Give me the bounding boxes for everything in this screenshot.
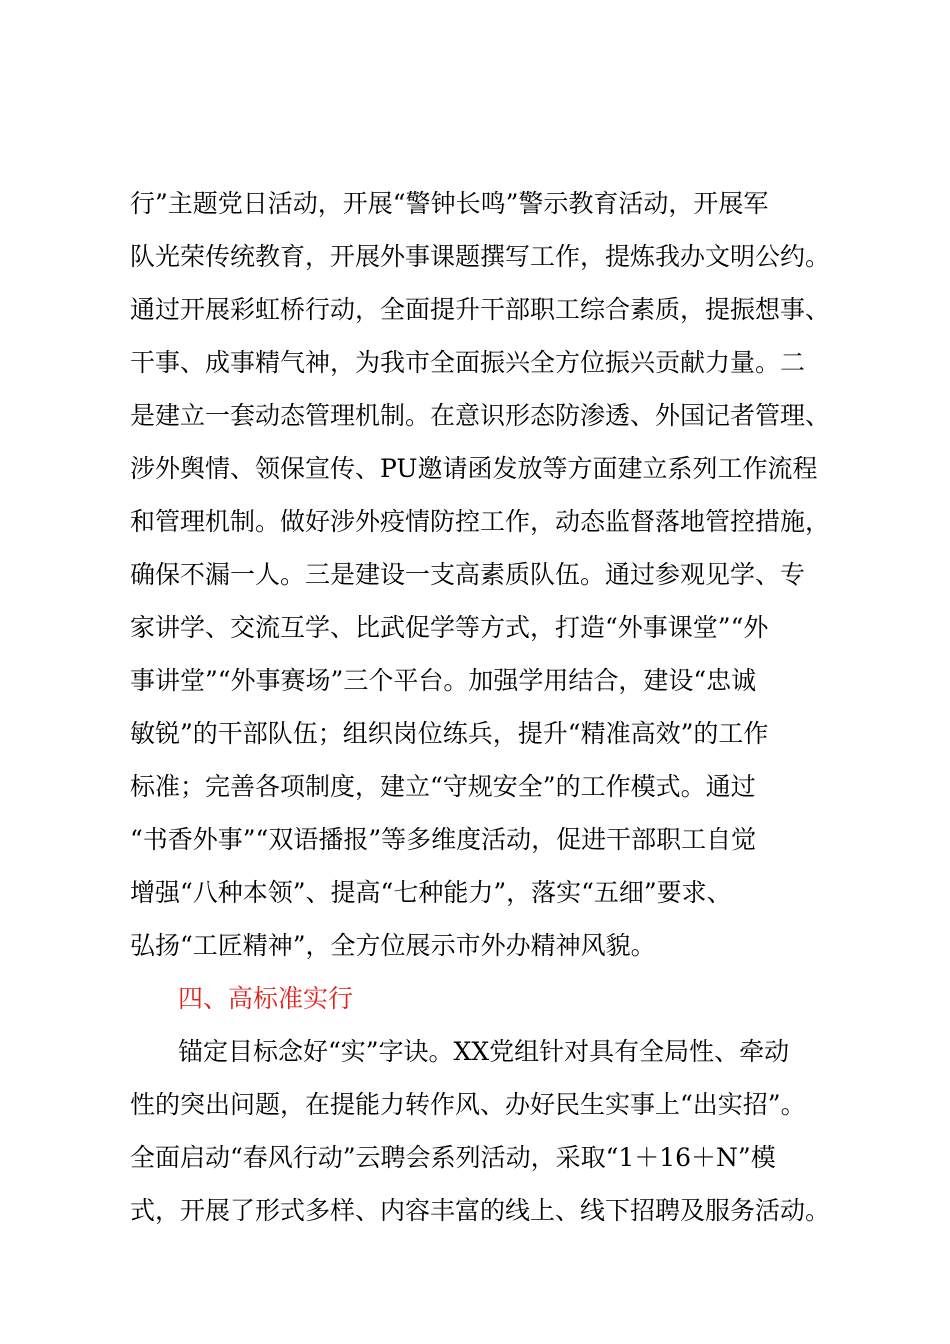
paragraph-line: 弘扬“工匠精神”，全方位展示市外办精神风貌。 <box>130 931 656 960</box>
paragraph-line: 通过开展彩虹桥行动，全面提升干部职工综合素质，提振想事、 <box>130 295 831 324</box>
section-heading: 四、高标准实行 <box>178 984 354 1013</box>
paragraph-line: 敏锐”的干部队伍；组织岗位练兵，提升“精准高效”的工作 <box>130 719 769 748</box>
paragraph-line: 式，开展了形式多样、内容丰富的线上、线下招聘及服务活动。 <box>130 1196 831 1225</box>
paragraph-line: 标准；完善各项制度，建立“守规安全”的工作模式。通过 <box>130 772 756 801</box>
paragraph-line: 是建立一套动态管理机制。在意识形态防渗透、外国记者管理、 <box>130 401 831 430</box>
paragraph-line: 干事、成事精气神，为我市全面振兴全方位振兴贡献力量。二 <box>130 348 806 377</box>
paragraph-line: 家讲学、交流互学、比武促学等方式，打造“外事课堂”“外 <box>130 613 769 642</box>
paragraph-line: 增强“八种本领”、提高“七种能力”，落实“五细”要求、 <box>130 878 732 907</box>
paragraph-line: 性的突出问题，在提能力转作风、办好民生实事上“出实招”。 <box>130 1090 806 1119</box>
paragraph-line: 确保不漏一人。三是建设一支高素质队伍。通过参观见学、专 <box>130 560 806 589</box>
paragraph-line: 行”主题党日活动，开展“警钟长鸣”警示教育活动，开展军 <box>130 189 769 218</box>
paragraph-line: 锚定目标念好“实”字诀。XX党组针对具有全局性、牵动 <box>178 1037 790 1066</box>
paragraph-line: 全面启动“春风行动”云聘会系列活动，采取“1＋16＋N”模 <box>130 1143 776 1172</box>
paragraph-line: “书香外事”“双语播报”等多维度活动，促进干部职工自觉 <box>130 825 757 854</box>
paragraph-line: 涉外舆情、领保宣传、PU邀请函发放等方面建立系列工作流程 <box>130 454 818 483</box>
paragraph-line: 队光荣传统教育，开展外事课题撰写工作，提炼我办文明公约。 <box>130 242 831 271</box>
paragraph-line: 和管理机制。做好涉外疫情防控工作，动态监督落地管控措施， <box>130 507 831 536</box>
paragraph-line: 事讲堂”“外事赛场”三个平台。加强学用结合，建设“忠诚 <box>130 666 757 695</box>
